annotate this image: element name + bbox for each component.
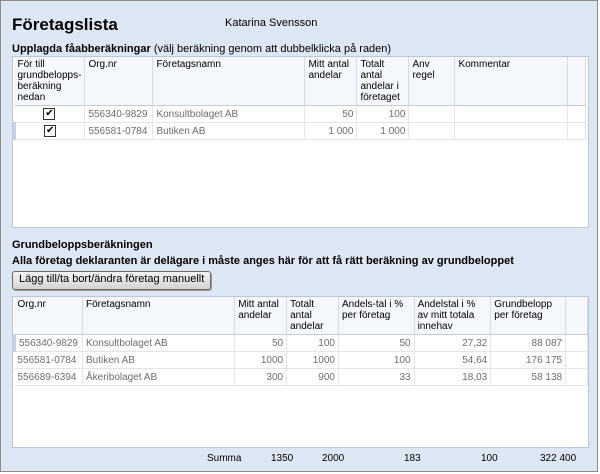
totals-row — [1, 453, 599, 467]
holding-percent-cell: 27,32 — [414, 335, 491, 352]
col-header-orgnr[interactable]: Org.nr — [15, 297, 83, 335]
total-shares-cell: 1 000 — [357, 123, 409, 140]
rule-cell — [409, 106, 455, 123]
col-header-filler — [566, 297, 588, 335]
total-share-percent: 183 — [404, 453, 421, 464]
col-header-company-name[interactable]: Företagsnamn — [82, 297, 234, 335]
rule-cell — [409, 123, 455, 140]
holding-percent-cell: 54,64 — [414, 352, 491, 369]
total-my-shares: 1350 — [271, 453, 294, 464]
orgnr-cell: 556340-9829 — [85, 106, 153, 123]
col-header-total-shares[interactable]: Totalt antal andelar i företaget — [357, 57, 409, 106]
table-row[interactable] — [15, 352, 588, 369]
include-checkbox[interactable]: ✔ — [45, 108, 54, 119]
share-percent-cell: 33 — [338, 369, 414, 386]
total-shares-cell: 1000 — [287, 352, 339, 369]
share-percent-cell: 50 — [338, 335, 414, 352]
col-header-rule[interactable]: Anv regel — [409, 57, 455, 106]
orgnr-cell: 556689-6394 — [15, 369, 83, 386]
table-row[interactable] — [15, 369, 588, 386]
comment-cell — [455, 123, 568, 140]
bottom-section-heading: Grundbeloppsberäkningen — [12, 239, 153, 251]
total-shares-cell: 100 — [357, 106, 409, 123]
company-name-cell: Konsultbolaget AB — [153, 106, 305, 123]
company-name-cell: Åkeribolaget AB — [82, 369, 234, 386]
company-name-cell: Butiken AB — [153, 123, 305, 140]
total-shares-cell: 100 — [287, 335, 339, 352]
col-header-total-shares[interactable]: Totalt antal andelar — [287, 297, 339, 335]
include-checkbox[interactable]: ✔ — [46, 125, 55, 136]
orgnr-cell: 556581-0784 — [85, 123, 153, 140]
my-shares-cell: 50 — [235, 335, 287, 352]
company-name-cell: Konsultbolaget AB — [82, 335, 234, 352]
base-amount-cell: 58 138 — [491, 369, 566, 386]
total-total-shares: 2000 — [322, 453, 345, 464]
my-shares-cell: 300 — [235, 369, 287, 386]
user-name: Katarina Svensson — [225, 17, 318, 29]
base-amount-grid[interactable] — [12, 296, 589, 448]
col-header-base-amount[interactable]: Grundbelopp per företag — [491, 297, 566, 335]
holding-percent-cell: 18,03 — [414, 369, 491, 386]
col-header-my-shares[interactable]: Mitt antal andelar — [235, 297, 287, 335]
bottom-section-subheading: Alla företag deklaranten är delägare i måste anges här för att få rätt beräkning av grundbeloppet — [12, 255, 514, 267]
my-shares-cell: 1000 — [235, 352, 287, 369]
table-row[interactable] — [15, 123, 586, 140]
col-header-orgnr[interactable]: Org.nr — [85, 57, 153, 106]
total-base-amount: 322 400 — [540, 453, 577, 464]
top-section-heading — [12, 43, 391, 55]
col-header-comment[interactable]: Kommentar — [455, 57, 568, 106]
window-title: Företagslista — [12, 15, 118, 34]
my-shares-cell: 50 — [305, 106, 357, 123]
total-holding-percent: 100 — [481, 453, 498, 464]
orgnr-cell: 556340-9829 — [15, 335, 83, 352]
calculations-table — [13, 57, 586, 140]
total-shares-cell: 900 — [287, 369, 339, 386]
company-name-cell: Butiken AB — [82, 352, 234, 369]
col-header-filler — [568, 57, 586, 106]
base-amount-cell: 176 175 — [491, 352, 566, 369]
calculations-grid[interactable] — [12, 56, 589, 228]
add-remove-edit-company-button[interactable]: Lägg till/ta bort/ändra företag manuellt — [12, 271, 211, 290]
totals-label: Summa — [207, 453, 242, 464]
share-percent-cell: 100 — [338, 352, 414, 369]
base-amount-cell: 88 087 — [491, 335, 566, 352]
col-header-holding-percent[interactable]: Andelstal i % av mitt totala innehav — [414, 297, 491, 335]
col-header-include[interactable]: För till grundbelopps-beräkning nedan — [15, 57, 85, 106]
col-header-share-percent[interactable]: Andels-tal i % per företag — [338, 297, 414, 335]
table-row[interactable] — [15, 106, 586, 123]
top-section-heading-bold: Upplagda fåabberäkningar — [12, 43, 151, 55]
my-shares-cell: 1 000 — [305, 123, 357, 140]
col-header-company-name[interactable]: Företagsnamn — [153, 57, 305, 106]
comment-cell — [455, 106, 568, 123]
top-section-heading-hint: (välj beräkning genom att dubbelklicka på raden) — [150, 43, 392, 55]
table-row[interactable] — [15, 335, 588, 352]
orgnr-cell: 556581-0784 — [15, 352, 83, 369]
col-header-my-shares[interactable]: Mitt antal andelar — [305, 57, 357, 106]
base-amount-table — [13, 297, 588, 386]
